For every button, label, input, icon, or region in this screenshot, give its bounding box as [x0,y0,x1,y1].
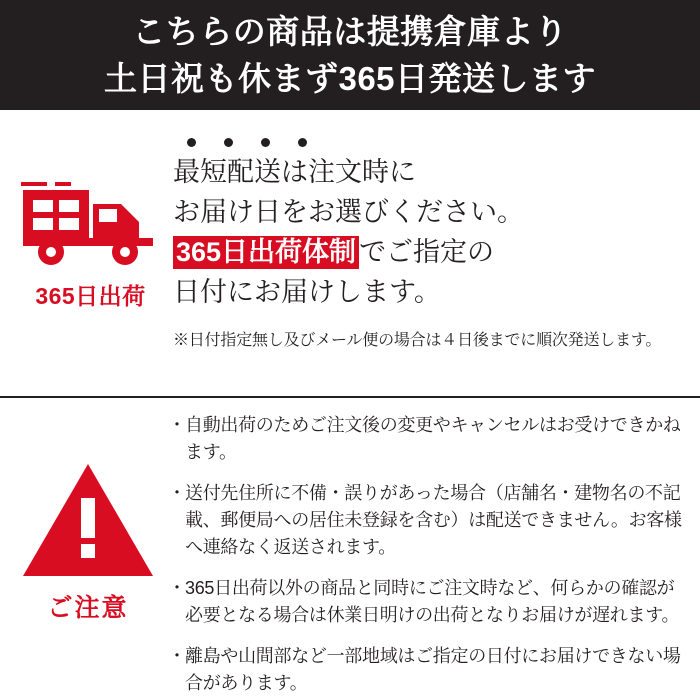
warning-label: ご注意 [47,594,129,622]
shipping-text-block [173,120,692,390]
dot-3 [261,138,270,147]
header-line-1: こちらの商品は提携倉庫より [132,13,568,51]
warning-badge [8,410,168,692]
header-line-2: 土日祝も休まず365日発送します [103,60,597,97]
list-item [168,480,690,562]
decor-dots [187,138,692,147]
bullet-mark: ・ [168,482,186,503]
shipping-line-3 [173,233,692,273]
caution-item-text: 送付先住所に不備・誤りがあった場合（店舗名・建物名の不記載、郵便局への居住未登録を含む）は配送できません。お客様へ連絡なく返送されます。 [185,482,682,558]
caution-item-text: 自動出荷のためご注文後の変更やキャンセルはお受けできかねます。 [185,415,681,463]
truck-label: 365日出荷 [35,283,146,309]
bullet-mark: ・ [168,577,186,598]
list-item [168,575,690,630]
dot-2 [224,138,233,147]
dot-4 [298,138,307,147]
bullet-mark: ・ [168,415,186,435]
bullet-mark: ・ [168,645,186,666]
highlight-365-system: 365日出荷体制 [173,236,359,269]
list-item [168,412,690,467]
warning-triangle-icon [19,460,157,582]
shipping-line-3-rest: でご指定の [359,236,495,267]
header-banner [0,0,700,110]
shipping-info-section [0,110,700,398]
caution-section [0,398,700,698]
caution-item-text: 離島や山間部など一部地域はご指定の日付にお届けできない場合があります。 [185,645,681,693]
list-item [168,643,690,698]
delivery-truck-icon [21,178,161,270]
shipping-line-2: お届け日をお選びください。 [173,196,524,227]
caution-item-text: 365日出荷以外の商品と同時にご注文時など、何らかの確認が必要となる場合は休業日明けの出荷となりお届けが遅れます。 [185,577,680,626]
shipping-line-4: 日付にお届けします。 [173,276,441,307]
dot-1 [187,138,196,147]
truck-badge [8,120,173,390]
shipping-note: ※日付指定無し及びメール便の場合は４日後までに順次発送します。 [173,331,662,349]
caution-list [168,410,690,692]
shipping-line-1: 最短配送は注文時に [173,157,416,187]
